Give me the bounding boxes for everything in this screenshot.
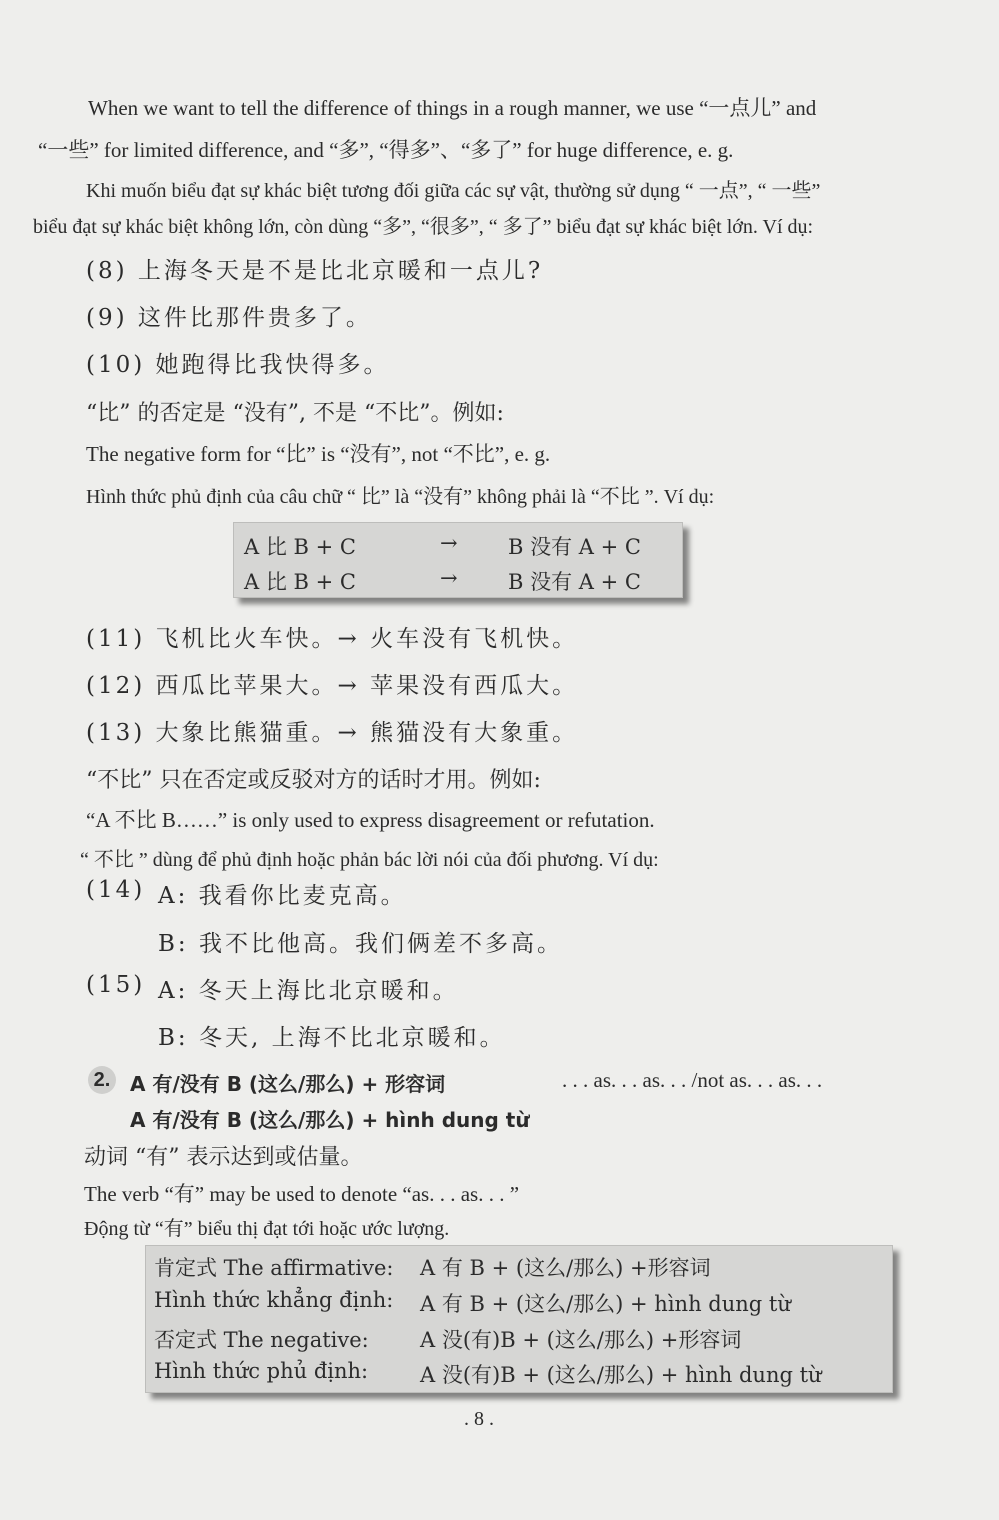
- page-number: . 8 .: [464, 1408, 494, 1430]
- example-13: (13) 大象比熊猫重。→ 熊猫没有大象重。: [86, 720, 579, 746]
- form-negative-label-vi: Hình thức phủ định:: [154, 1359, 369, 1383]
- form-negative-formula-zh: A 没(有)B + (这么/那么) +形容词: [420, 1328, 742, 1352]
- example-15-number: (15): [86, 972, 146, 998]
- form-box: [145, 1245, 893, 1393]
- section-2-title-en: . . . as. . . as. . . /not as. . . as. . .: [562, 1068, 823, 1092]
- bubi-vi: “ 不比 ” dùng để phủ định hoặc phản bác lời nói của đối phương. Ví dụ:: [80, 849, 659, 871]
- example-14-b: B: 我不比他高。我们俩差不多高。: [158, 931, 563, 957]
- bubi-zh: “不比” 只在否定或反驳对方的话时才用。例如:: [86, 768, 541, 793]
- example-15-b: B: 冬天, 上海不比北京暖和。: [158, 1025, 506, 1051]
- negation-vi: Hình thức phủ định của câu chữ “ 比” là “没有” không phải là “不比 ”. Ví dụ:: [86, 486, 715, 508]
- form-negative-label-zh: 否定式 The negative:: [154, 1328, 369, 1352]
- intro-vi-line-2: biểu đạt sự khác biệt không lớn, còn dùng “多”, “很多”, “ 多了” biểu đạt sự khác biệt lớn. Ví dụ:: [33, 216, 814, 238]
- intro-vi-line-1: Khi muốn biểu đạt sự khác biệt tương đối giữa các sự vật, thường sử dụng “ 一点”, “ 一些”: [86, 180, 821, 202]
- pattern-row-1-right: B 没有 A + C: [508, 535, 641, 559]
- example-9: (9) 这件比那件贵多了。: [86, 305, 372, 331]
- intro-en-line-2: “一些” for limited difference, and “多”, “得多”、“多了” for huge difference, e. g.: [38, 138, 734, 162]
- pattern-box: [233, 522, 683, 598]
- example-12: (12) 西瓜比苹果大。→ 苹果没有西瓜大。: [86, 673, 579, 699]
- example-15-a: A: 冬天上海比北京暖和。: [158, 978, 459, 1004]
- example-10: (10) 她跑得比我快得多。: [86, 352, 390, 378]
- form-affirmative-label-zh: 肯定式 The affirmative:: [154, 1256, 394, 1280]
- example-8: (8) 上海冬天是不是比北京暖和一点儿?: [86, 258, 544, 284]
- form-negative-formula-vi: A 没(有)B + (这么/那么) + hình dung từ: [420, 1363, 822, 1387]
- form-affirmative-formula-zh: A 有 B + (这么/那么) +形容词: [420, 1256, 711, 1280]
- example-14-a: A: 我看你比麦克高。: [158, 883, 407, 909]
- bubi-en: “A 不比 B……” is only used to express disagreement or refutation.: [86, 808, 655, 832]
- pattern-row-1-left: A 比 B + C: [244, 535, 356, 559]
- pattern-row-2-right: B 没有 A + C: [508, 570, 641, 594]
- arrow-icon: →: [440, 566, 458, 590]
- section-2-desc-zh: 动词 “有” 表示达到或估量。: [84, 1145, 363, 1170]
- section-2-desc-en: The verb “有” may be used to denote “as. . . as. . . ”: [84, 1182, 520, 1206]
- form-affirmative-formula-vi: A 有 B + (这么/那么) + hình dung từ: [420, 1292, 791, 1316]
- section-2-title-zh: A 有/没有 B (这么/那么) + 形容词: [130, 1072, 446, 1096]
- form-affirmative-label-vi: Hình thức khẳng định:: [154, 1288, 394, 1312]
- example-14-number: (14): [86, 877, 146, 903]
- pattern-row-2-left: A 比 B + C: [244, 570, 356, 594]
- negation-en: The negative form for “比” is “没有”, not “不比”, e. g.: [86, 442, 551, 466]
- section-2-title-vi: A 有/没有 B (这么/那么) + hình dung từ: [130, 1108, 530, 1132]
- example-11: (11) 飞机比火车快。→ 火车没有飞机快。: [86, 626, 579, 652]
- negation-zh: “比” 的否定是 “没有”, 不是 “不比”。例如:: [86, 401, 504, 426]
- section-2-desc-vi: Động từ “有” biểu thị đạt tới hoặc ước lượng.: [84, 1218, 450, 1240]
- section-number-badge: 2.: [88, 1066, 116, 1094]
- intro-en-line-1: When we want to tell the difference of things in a rough manner, we use “一点儿” and: [88, 96, 817, 120]
- arrow-icon: →: [440, 531, 458, 555]
